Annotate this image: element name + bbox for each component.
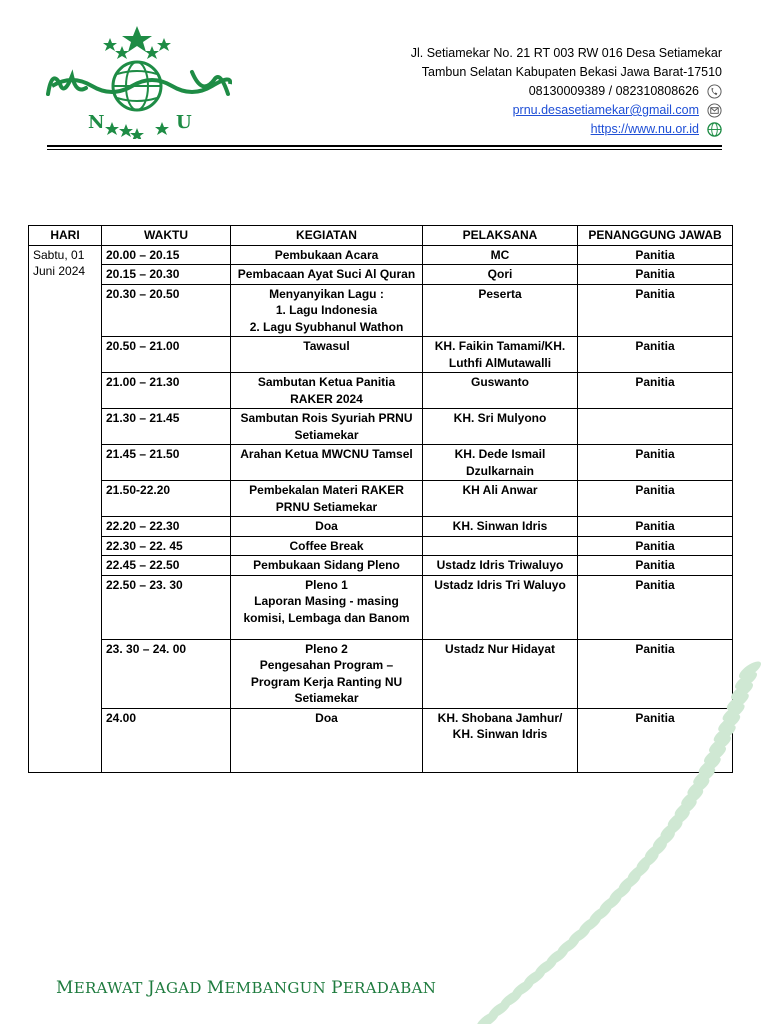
website-link[interactable]: https://www.nu.or.id: [590, 122, 699, 136]
penanggung-jawab-cell: Panitia: [578, 245, 733, 265]
penanggung-jawab-cell: Panitia: [578, 337, 733, 373]
email-icon: [707, 103, 722, 118]
waktu-cell: 22.20 – 22.30: [102, 517, 231, 537]
kegiatan-line: Sambutan Ketua Panitia RAKER 2024: [257, 375, 396, 406]
header-waktu: WAKTU: [102, 226, 231, 246]
kegiatan-cell: [231, 517, 423, 537]
waktu-cell: 20.30 – 20.50: [102, 284, 231, 337]
pelaksana-cell: [423, 265, 578, 285]
pelaksana-line: Peserta: [478, 286, 522, 301]
nu-logo: [42, 24, 232, 139]
kegiatan-line: Doa: [315, 519, 338, 533]
kegiatan-cell: [231, 265, 423, 285]
pelaksana-line: KH. Sri Mulyono: [453, 411, 547, 425]
penanggung-jawab-cell: Panitia: [578, 265, 733, 285]
kegiatan-cell: [231, 639, 423, 708]
table-row: [29, 245, 733, 265]
kegiatan-line: Doa: [315, 710, 338, 725]
pelaksana-cell: [423, 536, 578, 556]
pelaksana-line: KH. Shobana Jamhur/: [437, 710, 563, 725]
waktu-cell: 22.30 – 22. 45: [102, 536, 231, 556]
logo-letter-u: U: [176, 112, 192, 133]
decorative-rope-swirl: [450, 660, 768, 1024]
penanggung-jawab-cell: Panitia: [578, 556, 733, 576]
penanggung-jawab-cell: Panitia: [578, 575, 733, 639]
penanggung-jawab-cell: Panitia: [578, 373, 733, 409]
pelaksana-cell: [423, 337, 578, 373]
address-line-2: Tambun Selatan Kabupaten Bekasi Jawa Barat-17510: [421, 65, 722, 79]
address-line-1: Jl. Setiamekar No. 21 RT 003 RW 016 Desa Setiamekar: [410, 46, 722, 60]
pelaksana-line: Qori: [487, 267, 513, 281]
penanggung-jawab-cell: Panitia: [578, 639, 733, 708]
header-pelaksana: PELAKSANA: [423, 226, 578, 246]
pelaksana-line: MC: [490, 247, 510, 262]
kegiatan-line: 2. Lagu Syubhanul Wathon: [249, 319, 404, 334]
penanggung-jawab-cell: [578, 409, 733, 445]
email-link[interactable]: prnu.desasetiamekar@gmail.com: [512, 103, 699, 117]
table-row: [29, 536, 733, 556]
pelaksana-cell: [423, 409, 578, 445]
kegiatan-cell: [231, 575, 423, 639]
footer-motto: MERAWAT JAGAD MEMBANGUN PERADABAN: [56, 978, 437, 998]
contact-block: [411, 44, 722, 139]
pelaksana-cell: [423, 556, 578, 576]
header-hari: HARI: [29, 226, 102, 246]
pelaksana-line: KH. Faikin Tamami/KH. Luthfi AlMutawalli: [434, 339, 566, 370]
waktu-cell: 20.00 – 20.15: [102, 245, 231, 265]
kegiatan-line: Pembukaan Acara: [274, 247, 379, 262]
globe-icon: [707, 122, 722, 137]
waktu-cell: 21.00 – 21.30: [102, 373, 231, 409]
pelaksana-line: Ustadz Idris Triwaluyo: [436, 558, 564, 572]
kegiatan-line: Menyanyikan Lagu :: [269, 286, 384, 301]
kegiatan-line: Sambutan Rois Syuriah PRNU Setiamekar: [240, 411, 413, 442]
header-penanggung-jawab: PENANGGUNG JAWAB: [578, 226, 733, 246]
waktu-cell: 22.45 – 22.50: [102, 556, 231, 576]
waktu-cell: 20.15 – 20.30: [102, 265, 231, 285]
kegiatan-cell: [231, 284, 423, 337]
kegiatan-line: Pembekalan Materi RAKER PRNU Setiamekar: [249, 483, 404, 514]
penanggung-jawab-cell: Panitia: [578, 708, 733, 772]
logo-letter-n: N: [88, 112, 105, 133]
phone-icon: [707, 84, 722, 99]
table-row: [29, 517, 733, 537]
kegiatan-line: Pembukaan Sidang Pleno: [253, 558, 400, 572]
table-row: [29, 575, 733, 639]
phone-line: [411, 82, 722, 101]
penanggung-jawab-cell: Panitia: [578, 517, 733, 537]
kegiatan-cell: [231, 536, 423, 556]
waktu-cell: 21.45 – 21.50: [102, 445, 231, 481]
table-row: [29, 481, 733, 517]
kegiatan-cell: [231, 245, 423, 265]
table-row: [29, 445, 733, 481]
pelaksana-cell: [423, 575, 578, 639]
kegiatan-line: Pengesahan Program – Program Kerja Ranting NU Setiamekar: [250, 658, 403, 705]
header-rule-thick: [47, 145, 722, 147]
pelaksana-cell: [423, 481, 578, 517]
kegiatan-line: Coffee Break: [289, 538, 364, 553]
waktu-cell: 21.30 – 21.45: [102, 409, 231, 445]
phone-text: 08130009389 / 082310808626: [528, 84, 699, 98]
kegiatan-cell: [231, 708, 423, 772]
email-line: [411, 101, 722, 120]
waktu-cell: 24.00: [102, 708, 231, 772]
kegiatan-line: Pleno 2: [305, 641, 348, 656]
penanggung-jawab-cell: Panitia: [578, 445, 733, 481]
kegiatan-cell: [231, 373, 423, 409]
kegiatan-line: Tawasul: [303, 339, 350, 353]
table-header-row: [29, 226, 733, 246]
waktu-cell: 21.50-22.20: [102, 481, 231, 517]
kegiatan-line: Laporan Masing - masing komisi, Lembaga dan Banom: [243, 594, 410, 625]
pelaksana-cell: [423, 373, 578, 409]
kegiatan-line: Arahan Ketua MWCNU Tamsel: [240, 447, 413, 461]
kegiatan-cell: [231, 445, 423, 481]
pelaksana-line: KH. Sinwan Idris: [452, 727, 548, 741]
kegiatan-cell: [231, 337, 423, 373]
table-row: [29, 284, 733, 337]
pelaksana-line: KH Ali Anwar: [462, 483, 538, 497]
kegiatan-cell: [231, 481, 423, 517]
website-line: [411, 120, 722, 139]
pelaksana-cell: [423, 445, 578, 481]
table-row: [29, 337, 733, 373]
pelaksana-line: KH. Sinwan Idris: [452, 519, 548, 533]
header-rule-thin: [47, 149, 722, 150]
penanggung-jawab-cell: Panitia: [578, 481, 733, 517]
waktu-cell: 23. 30 – 24. 00: [102, 639, 231, 708]
pelaksana-line: Guswanto: [470, 375, 529, 389]
kegiatan-cell: [231, 556, 423, 576]
pelaksana-cell: [423, 517, 578, 537]
kegiatan-line: 1. Lagu Indonesia: [275, 303, 378, 317]
day-cell: Sabtu, 01 Juni 2024: [29, 245, 102, 772]
table-row: [29, 265, 733, 285]
header-kegiatan: KEGIATAN: [231, 226, 423, 246]
pelaksana-line: Ustadz Idris Tri Waluyo: [434, 577, 566, 592]
waktu-cell: 22.50 – 23. 30: [102, 575, 231, 639]
pelaksana-cell: [423, 284, 578, 337]
kegiatan-cell: [231, 409, 423, 445]
kegiatan-line: Pleno 1: [305, 577, 348, 592]
penanggung-jawab-cell: Panitia: [578, 284, 733, 337]
pelaksana-line: KH. Dede Ismail Dzulkarnain: [454, 447, 546, 478]
pelaksana-line: Ustadz Nur Hidayat: [444, 641, 556, 656]
table-row: [29, 373, 733, 409]
waktu-cell: 20.50 – 21.00: [102, 337, 231, 373]
pelaksana-cell: [423, 245, 578, 265]
table-row: [29, 409, 733, 445]
penanggung-jawab-cell: Panitia: [578, 536, 733, 556]
table-row: [29, 556, 733, 576]
kegiatan-line: Pembacaan Ayat Suci Al Quran: [237, 267, 416, 281]
